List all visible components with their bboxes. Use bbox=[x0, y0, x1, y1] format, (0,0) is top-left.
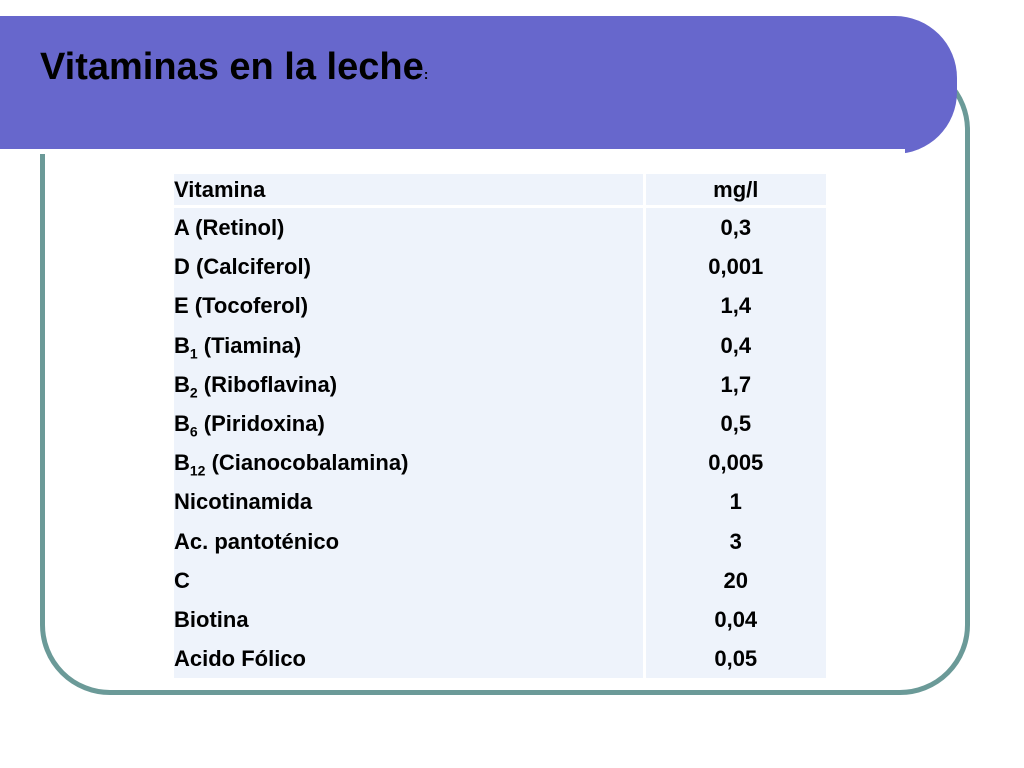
table-row bbox=[174, 443, 826, 482]
vitamin-subscript: 12 bbox=[189, 462, 206, 479]
vitamin-value: 0,5 bbox=[644, 404, 826, 443]
vitamin-value: 1,7 bbox=[644, 365, 826, 404]
vitamin-name: B bbox=[174, 411, 190, 437]
slide-title-colon: : bbox=[423, 66, 429, 82]
vitamin-name-cell bbox=[174, 443, 644, 482]
table-row bbox=[174, 286, 826, 325]
vitamin-name-cell bbox=[174, 247, 644, 286]
vitamin-name: Acido Fólico bbox=[174, 646, 306, 672]
table-row bbox=[174, 207, 826, 248]
slide-title-text: Vitaminas en la leche bbox=[40, 46, 424, 88]
table-row bbox=[174, 600, 826, 639]
vitamin-name: A (Retinol) bbox=[174, 215, 285, 240]
table-header-row bbox=[174, 174, 826, 207]
header-vitamina: Vitamina bbox=[174, 174, 644, 207]
vitamin-name: B bbox=[174, 332, 190, 358]
slide-title bbox=[40, 46, 428, 89]
vitamin-name: E (Tocoferol) bbox=[174, 293, 309, 319]
vitamin-name-cell bbox=[174, 522, 644, 561]
vitamin-name-cell bbox=[174, 561, 644, 600]
vitamin-name-cell bbox=[174, 482, 644, 521]
vitamin-name-cell bbox=[174, 404, 644, 443]
table-row bbox=[174, 326, 826, 365]
vitamin-value: 0,005 bbox=[644, 443, 826, 482]
vitamin-name: Nicotinamida bbox=[174, 489, 313, 515]
vitamin-name-cell bbox=[174, 600, 644, 639]
vitamin-value: 3 bbox=[644, 522, 826, 561]
vitamin-value: 0,04 bbox=[644, 600, 826, 639]
vitamin-value: 1,4 bbox=[644, 286, 826, 325]
vitamin-name-cell bbox=[174, 365, 644, 404]
vitamin-name-suffix: (Piridoxina) bbox=[197, 411, 325, 437]
vitamin-value: 20 bbox=[644, 561, 826, 600]
table-row bbox=[174, 365, 826, 404]
vitamin-name: B bbox=[174, 450, 190, 476]
vitamin-name-suffix: (Riboflavina) bbox=[197, 371, 338, 397]
table-row bbox=[174, 404, 826, 443]
vitamin-name-cell bbox=[174, 207, 644, 248]
vitamin-name: C bbox=[174, 567, 190, 593]
vitamin-value: 1 bbox=[644, 482, 826, 521]
title-underline bbox=[0, 149, 905, 154]
vitamin-value: 0,3 bbox=[644, 207, 826, 248]
vitamin-name: B bbox=[174, 371, 190, 397]
vitamin-name-suffix: (Tiamina) bbox=[197, 332, 302, 358]
vitamin-name-cell bbox=[174, 639, 644, 678]
table-row bbox=[174, 482, 826, 521]
vitamin-name-cell bbox=[174, 326, 644, 365]
header-mg-l: mg/l bbox=[644, 174, 826, 207]
vitamin-name: Biotina bbox=[174, 607, 249, 633]
vitamin-name-cell bbox=[174, 286, 644, 325]
table-row bbox=[174, 247, 826, 286]
vitamin-subscript: 2 bbox=[189, 384, 198, 401]
vitamin-subscript: 1 bbox=[189, 345, 198, 361]
table-row bbox=[174, 639, 826, 678]
vitamin-subscript: 6 bbox=[189, 423, 198, 440]
vitamin-name: D (Calciferol) bbox=[174, 254, 311, 280]
vitamin-value: 0,4 bbox=[644, 326, 826, 365]
vitamin-value: 0,001 bbox=[644, 247, 826, 286]
vitamin-value: 0,05 bbox=[644, 639, 826, 678]
table-row bbox=[174, 561, 826, 600]
table-row bbox=[174, 522, 826, 561]
table-body bbox=[174, 207, 826, 679]
vitamin-name-suffix: (Cianocobalamina) bbox=[205, 450, 409, 476]
vitamin-table bbox=[174, 174, 826, 678]
vitamin-name: Ac. pantoténico bbox=[174, 528, 340, 554]
